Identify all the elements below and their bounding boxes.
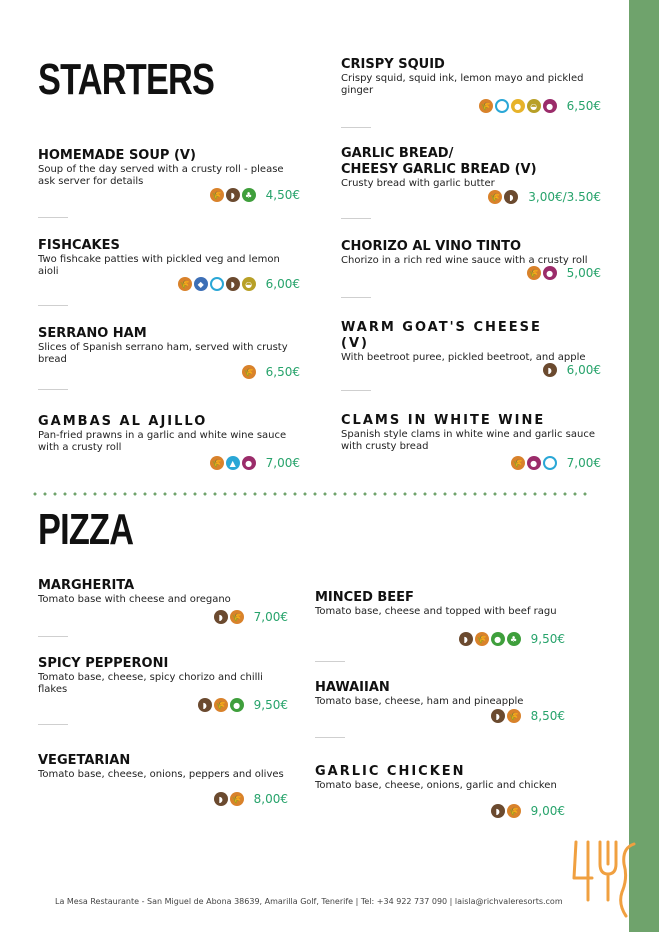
item-price: 4,50€ [265,188,300,202]
item-desc: Spanish style clams in white wine and garlic sauce with crusty bread [341,429,595,452]
divider [341,297,371,298]
gluten-icon: 🌾 [242,365,256,379]
gluten-icon: 🌾 [488,190,502,204]
menu-item [315,590,565,654]
gluten-icon: 🌾 [230,792,244,806]
divider [315,661,345,662]
divider [38,217,68,218]
footer-address: La Mesa Restaurante - San Miguel de Abona 38639, Amarilla Golf, Tenerife | Tel: +34 922 737 090 | laisla@richvaleresorts.com [55,897,563,906]
price-row [459,632,565,646]
price-row [210,188,300,202]
item-price: 3,00€/3.50€ [528,190,601,204]
gluten-icon: 🌾 [214,698,228,712]
item-price: 6,50€ [265,365,300,379]
menu-item [38,656,288,716]
item-name: HAWAIIAN [315,680,390,695]
item-name: FISHCAKES [38,238,120,253]
sulphite-icon: ● [242,456,256,470]
gluten-icon: 🌾 [507,804,521,818]
item-price: 8,50€ [530,709,565,723]
item-name: GAMBAS AL AJILLO [38,414,208,429]
divider [341,218,371,219]
price-row [178,277,300,291]
price-row [543,363,601,377]
item-desc: Chorizo in a rich red wine sauce with a crusty roll [341,255,588,266]
price-row [214,792,288,806]
milk-icon: ◗ [543,363,557,377]
gluten-icon: 🌾 [210,188,224,202]
item-name: MINCED BEEF [315,590,414,605]
price-row [488,190,601,204]
milk-icon: ◗ [214,792,228,806]
item-desc: Tomato base, cheese, onions, peppers and olives [38,769,284,780]
gluten-icon: 🌾 [479,99,493,113]
price-row [198,698,288,712]
milk-icon: ◗ [459,632,473,646]
item-desc: Two fishcake patties with pickled veg and lemon aioli [38,254,280,277]
restaurant-logo-icon [570,838,640,920]
section-divider-dots [30,492,590,496]
menu-item [38,148,300,208]
pizza-title: PIZZA [38,505,134,554]
price-row [210,456,300,470]
item-desc: Tomato base, cheese, spicy chorizo and chilli flakes [38,672,263,695]
milk-icon: ◗ [198,698,212,712]
item-name: HOMEMADE SOUP (V) [38,148,196,163]
price-row [214,610,288,624]
mollusc-icon [543,456,557,470]
gluten-icon: 🌾 [230,610,244,624]
gluten-icon: 🌾 [527,266,541,280]
item-desc: With beetroot puree, pickled beetroot, and apple [341,352,586,363]
item-price: 7,00€ [265,456,300,470]
menu-item [341,146,601,210]
item-name: SPICY PEPPERONI [38,656,169,671]
gluten-icon: 🌾 [511,456,525,470]
menu-item [341,57,601,117]
starters-title: STARTERS [38,55,215,104]
item-price: 5,00€ [566,266,601,280]
item-name: VEGETARIAN [38,753,131,768]
sulphite-icon: ● [543,266,557,280]
milk-icon: ◗ [214,610,228,624]
item-name: GARLIC BREAD/ CHEESY GARLIC BREAD (V) [341,146,537,177]
menu-item [38,238,300,298]
sulphite-icon: ● [527,456,541,470]
price-row [491,804,565,818]
side-accent-bar [629,0,659,932]
item-price: 6,50€ [566,99,601,113]
price-row [479,99,601,113]
item-price: 9,00€ [530,804,565,818]
mustard-icon: ◒ [527,99,541,113]
milk-icon: ◗ [504,190,518,204]
item-name: WARM GOAT'S CHEESE (V) [341,320,542,351]
item-price: 9,50€ [530,632,565,646]
soy-icon: ● [230,698,244,712]
mollusc-icon [495,99,509,113]
menu-item [38,753,288,813]
item-name: CRISPY SQUID [341,57,445,72]
price-row [242,365,300,379]
milk-icon: ◗ [226,277,240,291]
menu-item [341,413,601,473]
menu-item [315,764,565,824]
item-desc: Crusty bread with garlic butter [341,178,495,189]
item-price: 7,00€ [566,456,601,470]
item-desc: Tomato base with cheese and oregano [38,594,231,605]
item-desc: Crispy squid, squid ink, lemon mayo and pickled ginger [341,73,584,96]
sulphite-icon: ● [543,99,557,113]
divider [38,636,68,637]
menu-item [38,326,300,386]
item-name: GARLIC CHICKEN [315,764,466,779]
item-desc: Slices of Spanish serrano ham, served with crusty bread [38,342,288,365]
milk-icon: ◗ [226,188,240,202]
item-price: 6,00€ [566,363,601,377]
item-desc: Pan-fried prawns in a garlic and white wine sauce with a crusty roll [38,430,287,453]
item-name: CLAMS IN WHITE WINE [341,413,546,428]
item-price: 6,00€ [265,277,300,291]
menu-item [341,239,601,289]
crustacean-icon: ▲ [226,456,240,470]
celery-icon: ♣ [507,632,521,646]
gluten-icon: 🌾 [178,277,192,291]
divider [341,127,371,128]
divider [38,389,68,390]
menu-item [38,578,288,628]
item-desc: Tomato base, cheese, ham and pineapple [315,696,524,707]
item-name: SERRANO HAM [38,326,147,341]
milk-icon: ◗ [491,709,505,723]
egg-icon: ● [511,99,525,113]
menu-item [38,414,300,474]
item-name: MARGHERITA [38,578,135,593]
divider [38,724,68,725]
item-desc: Tomato base, cheese, onions, garlic and chicken [315,780,557,791]
menu-item [315,680,565,730]
soy-icon: ● [491,632,505,646]
menu-item [341,320,601,384]
gluten-icon: 🌾 [475,632,489,646]
item-desc: Soup of the day served with a crusty roll - please ask server for details [38,164,284,187]
item-price: 8,00€ [253,792,288,806]
item-desc: Tomato base, cheese and topped with beef ragu [315,606,557,617]
mustard-icon: ◒ [242,277,256,291]
price-row [511,456,601,470]
divider [341,390,371,391]
divider [315,737,345,738]
price-row [527,266,601,280]
item-price: 9,50€ [253,698,288,712]
mollusc-icon [210,277,224,291]
item-name: CHORIZO AL VINO TINTO [341,239,522,254]
item-price: 7,00€ [253,610,288,624]
divider [38,305,68,306]
celery-icon: ♣ [242,188,256,202]
milk-icon: ◗ [491,804,505,818]
fish-icon: ◆ [194,277,208,291]
gluten-icon: 🌾 [210,456,224,470]
gluten-icon: 🌾 [507,709,521,723]
price-row [491,709,565,723]
